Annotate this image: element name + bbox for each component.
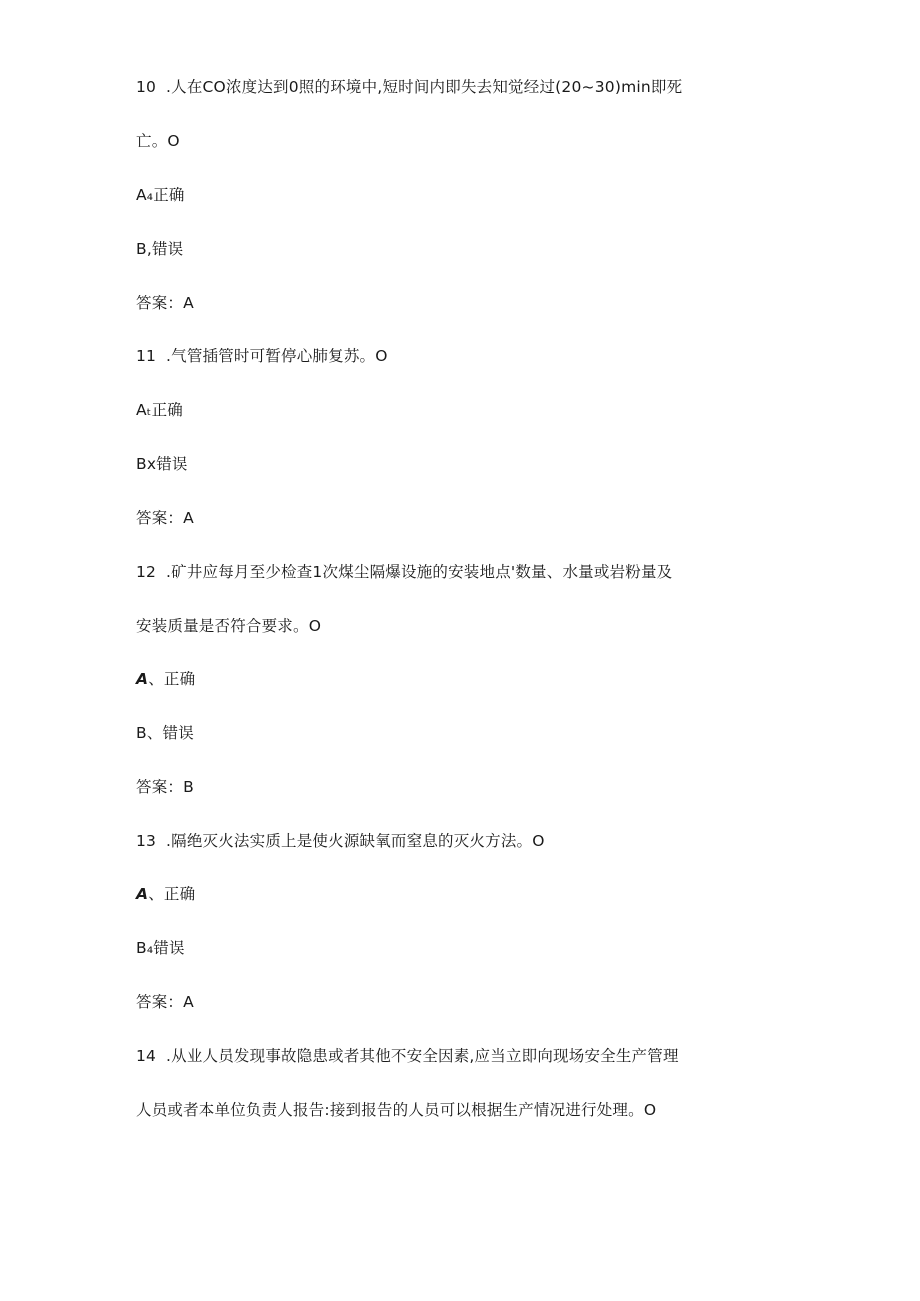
question-14-line-1 xyxy=(136,1046,679,1066)
option-letter: A xyxy=(136,885,149,903)
question-number: 11 xyxy=(136,347,157,365)
option-text: 、正确 xyxy=(148,885,196,903)
question-12-option-b: B、错误 xyxy=(136,724,194,742)
question-text: .矿井应每月至少检查1次煤尘隔爆设施的安装地点'数量、水量或岩粉量及 xyxy=(166,563,673,581)
question-13-option-a xyxy=(136,884,195,904)
question-12-line-2: 安装质量是否符合要求。O xyxy=(136,617,322,635)
question-12-line-1 xyxy=(136,562,672,582)
question-11-answer: 答案：A xyxy=(136,509,194,527)
question-10-line-2: 亡。O xyxy=(136,132,180,150)
option-text: 、正确 xyxy=(148,670,196,688)
option-letter: A xyxy=(136,670,149,688)
question-number: 10 xyxy=(136,78,157,96)
question-number: 13 xyxy=(136,832,157,850)
question-10-option-a: A₄正确 xyxy=(136,186,185,204)
question-12-option-a xyxy=(136,669,195,689)
question-text: .隔绝灭火法实质上是使火源缺氧而窒息的灭火方法。O xyxy=(166,832,545,850)
question-12-answer: 答案：B xyxy=(136,778,194,796)
question-text: .人在CO浓度达到0照的环境中,短时间内即失去知觉经过(20~30)min即死 xyxy=(166,78,683,96)
question-11-option-b: Bx错误 xyxy=(136,455,188,473)
question-11-option-a: Aₜ正确 xyxy=(136,401,183,419)
question-number: 12 xyxy=(136,563,157,581)
question-10-line-1 xyxy=(136,77,682,97)
question-13-option-b: B₄错误 xyxy=(136,939,185,957)
question-13-line-1 xyxy=(136,831,545,851)
question-text: .从业人员发现事故隐患或者其他不安全因素,应当立即向现场安全生产管理 xyxy=(166,1047,679,1065)
question-13-answer: 答案：A xyxy=(136,993,194,1011)
question-11-line-1 xyxy=(136,346,388,366)
question-10-option-b: B,错误 xyxy=(136,240,184,258)
question-text: .气管插管时可暂停心肺复苏。O xyxy=(166,347,388,365)
question-14-line-2: 人员或者本单位负责人报告:接到报告的人员可以根据生产情况进行处理。O xyxy=(136,1101,657,1119)
question-number: 14 xyxy=(136,1047,157,1065)
question-10-answer: 答案：A xyxy=(136,294,194,312)
